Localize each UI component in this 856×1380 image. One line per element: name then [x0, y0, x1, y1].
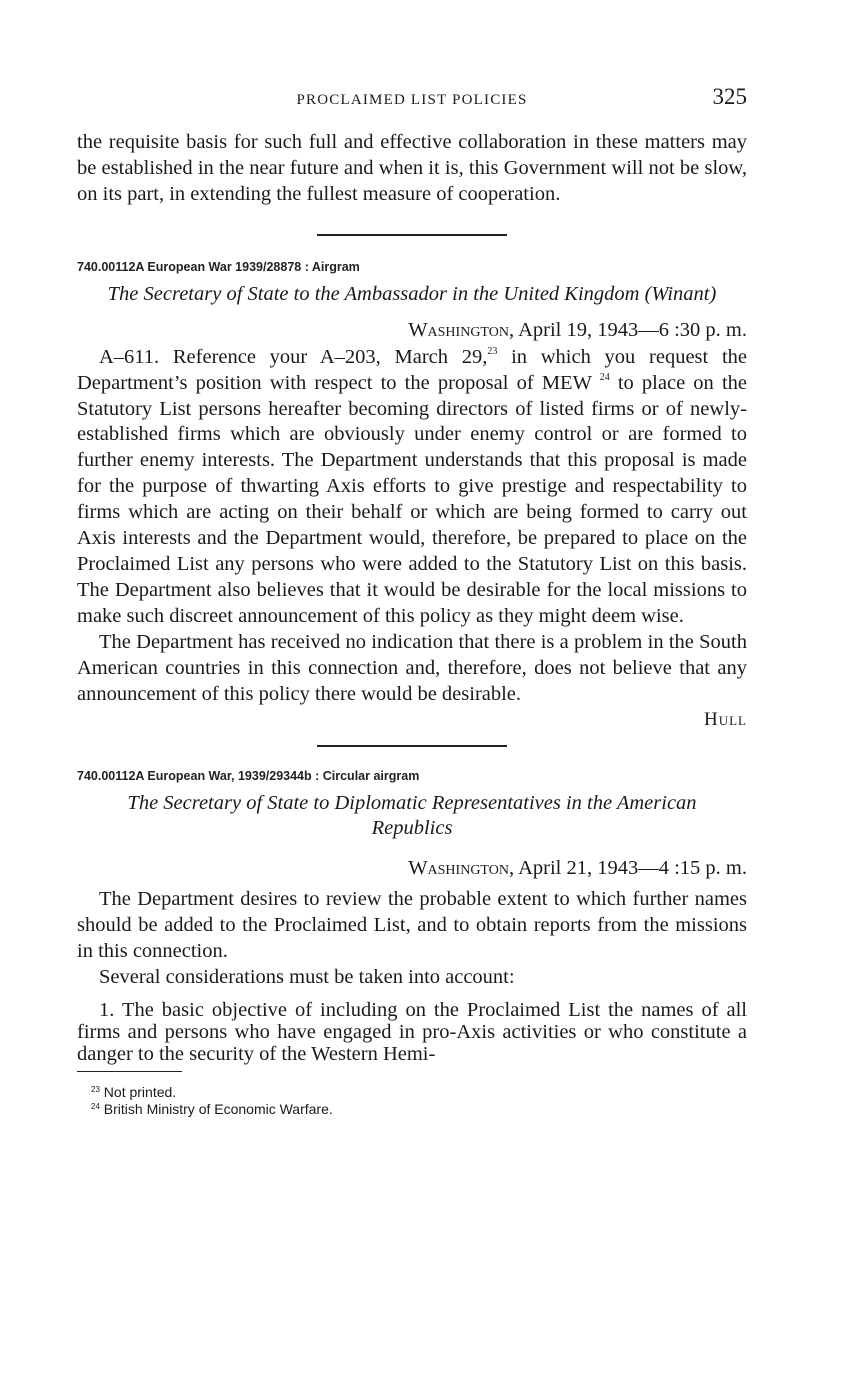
running-header: [77, 84, 747, 118]
text-run: A–611. Reference your A–203, March 29,: [99, 345, 488, 368]
body-paragraph: The Department has received no indication that there is a problem in the South American countries in this connection and, therefore, does not believe that any announcement of this policy there would be desirable.: [77, 630, 747, 705]
dateline: [77, 855, 747, 881]
document-page: [77, 84, 747, 1118]
footnote-ref[interactable]: 23: [487, 345, 498, 357]
text-run: in which you request the Department’s position with respect to the proposal of MEW: [77, 345, 747, 394]
dateline: [77, 317, 747, 343]
file-reference: 740.00112A European War, 1939/29344b : Circular airgram: [77, 769, 420, 784]
dateline-place: Washington: [408, 318, 509, 341]
footnote-marker: 23: [91, 1085, 100, 1095]
footnote: [77, 1101, 747, 1118]
footnote-ref[interactable]: 24: [599, 371, 610, 383]
text-run: to place on the Statutory List persons hereafter becoming directors of listed firms or of newly-established firms which are obviously under enemy control or are formed to further enemy interests. The Department understands that this proposal is made for the purpose of thwarting Axis efforts to give prestige and respectability to firms which are acting on their behalf or which are being formed to carry out Axis interests and the Department would, therefore, be prepared to place on the Proclaimed List any persons who were added to the Statutory List on this basis. The Department also believes that it would be desirable for the local missions to make such discreet announcement of this policy as they might deem wise.: [77, 371, 747, 627]
dateline-date: , April 21, 1943—4 :15 p. m.: [508, 857, 747, 880]
file-reference: 740.00112A European War 1939/28878 : Airgram: [77, 259, 360, 274]
footnote-marker: 24: [91, 1102, 100, 1112]
section-divider: [317, 234, 507, 236]
document-heading: The Secretary of State to the Ambassador in the United Kingdom (Winant): [107, 282, 717, 305]
body-paragraph: [77, 345, 747, 630]
footnotes: [77, 1084, 747, 1118]
footnote-text: British Ministry of Economic Warfare.: [103, 1101, 333, 1118]
body-paragraph: 1. The basic objective of including on the Proclaimed List the names of all firms and persons who have engaged in pro-Axis activities or who constitute a danger to the security of the Western Hemi-: [77, 999, 747, 1066]
signature: Hull: [704, 709, 747, 731]
footnote: [77, 1084, 747, 1101]
intro-paragraph: the requisite basis for such full and effective collaboration in these matters may be established in the near future and when it is, this Government will not be slow, on its part, in extending the fullest measure of cooperation.: [77, 131, 747, 205]
section-divider: [317, 745, 507, 747]
dateline-date: , April 19, 1943—6 :30 p. m.: [508, 318, 747, 341]
footnote-divider: [77, 1071, 182, 1072]
running-title: PROCLAIMED LIST POLICIES: [296, 92, 528, 108]
page-number: 325: [712, 84, 747, 109]
document-heading: The Secretary of State to Diplomatic Representatives in the American Republics: [127, 792, 697, 840]
footnote-text: Not printed.: [103, 1084, 177, 1101]
body-paragraph: The Department desires to review the probable extent to which further names should be added to the Proclaimed List, and to obtain reports from the missions in this connection.: [77, 888, 747, 963]
body-paragraph: Several considerations must be taken into account:: [99, 966, 515, 989]
dateline-place: Washington: [408, 857, 509, 880]
